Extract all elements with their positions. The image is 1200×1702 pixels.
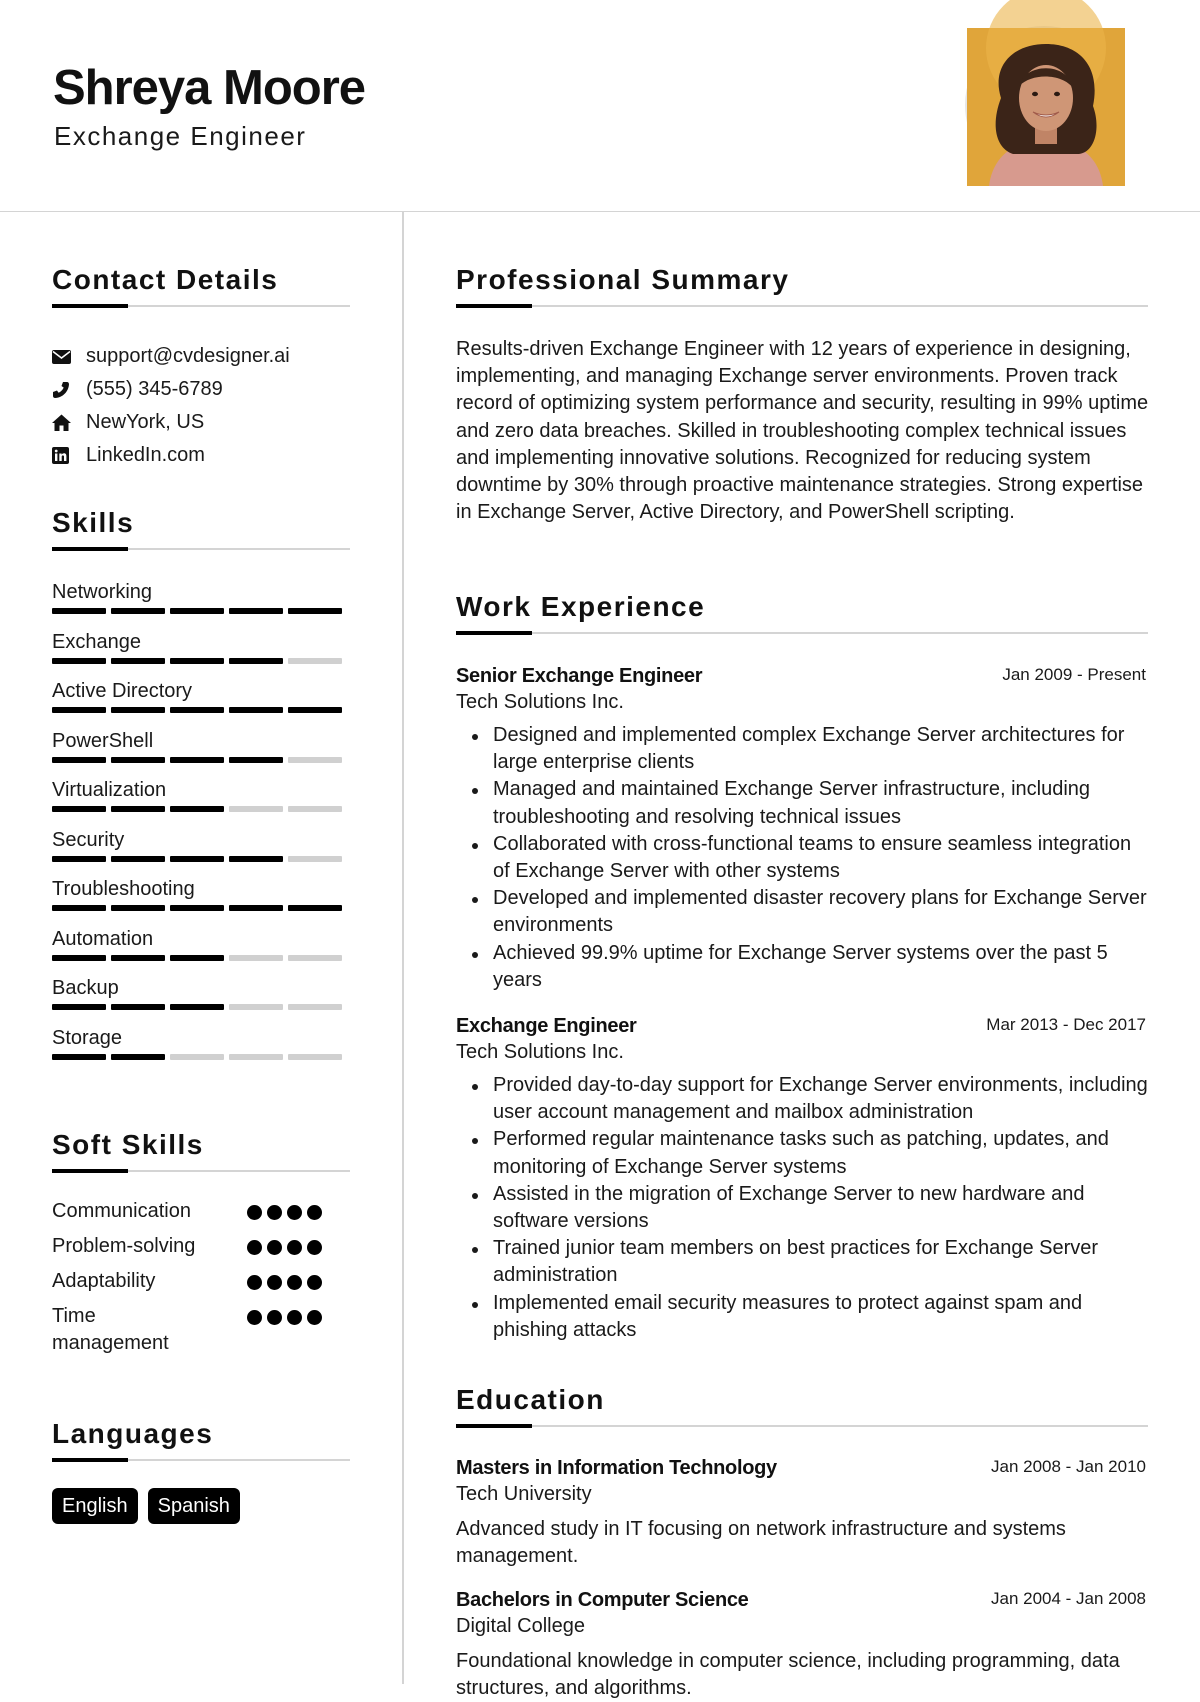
soft-skill-row: [52, 1198, 352, 1233]
education-entry: [456, 1587, 1150, 1702]
rating-dot: [267, 1275, 282, 1290]
skill-level-segment: [111, 1004, 165, 1010]
skill-level-segment: [288, 1054, 342, 1060]
soft-skills-heading: Soft Skills: [52, 1129, 204, 1160]
skill-level-bar: [52, 806, 348, 812]
contact-email-text: support@cvdesigner.ai: [86, 345, 290, 367]
job-bullet: Designed and implemented complex Exchange Server architectures for large enterprise clients: [456, 722, 1150, 776]
job-bullet: Managed and maintained Exchange Server infrastructure, including troubleshooting and resolving technical issues: [456, 776, 1150, 830]
skill-level-segment: [111, 806, 165, 812]
soft-skill-rating: [247, 1240, 322, 1255]
skill-level-segment: [170, 757, 224, 763]
language-tags: [52, 1488, 240, 1524]
rating-dot: [307, 1240, 322, 1255]
skill-level-segment: [170, 658, 224, 664]
job-bullet: Collaborated with cross-functional teams to ensure seamless integration of Exchange Server with other systems: [456, 831, 1150, 885]
education-date: Jan 2004 - Jan 2008: [990, 1589, 1146, 1608]
job-entry: [456, 1013, 1150, 1344]
skill-level-segment: [170, 806, 224, 812]
skill-level-segment: [111, 955, 165, 961]
soft-skill-rating: [247, 1310, 322, 1325]
experience-heading: Work Experience: [456, 591, 706, 622]
skill-row: [52, 976, 348, 1026]
skill-level-segment: [52, 658, 106, 664]
skill-level-segment: [52, 707, 106, 713]
rating-dot: [247, 1310, 262, 1325]
skill-level-segment: [170, 955, 224, 961]
skill-level-bar: [52, 658, 348, 664]
section-rule: [456, 632, 1148, 634]
skill-level-segment: [288, 856, 342, 862]
skill-row: [52, 1026, 348, 1076]
skill-level-segment: [229, 856, 283, 862]
skill-name: Security: [52, 828, 125, 851]
skills-heading: Skills: [52, 507, 135, 538]
education-description: Advanced study in IT focusing on network infrastructure and systems management.: [456, 1518, 1066, 1568]
section-rule: [52, 548, 350, 550]
language-tag: English: [52, 1488, 138, 1524]
skill-level-segment: [52, 1054, 106, 1060]
skill-level-segment: [229, 608, 283, 614]
skill-level-segment: [229, 658, 283, 664]
skill-level-segment: [170, 1004, 224, 1010]
section-rule: [52, 305, 350, 307]
soft-skill-name: Time management: [52, 1305, 169, 1354]
job-date: Jan 2009 - Present: [1002, 665, 1146, 684]
education-description: Foundational knowledge in computer science, including programming, data structures, and algorithms.: [456, 1650, 1120, 1700]
rating-dot: [307, 1275, 322, 1290]
skill-name: Networking: [52, 581, 153, 603]
skills-list: [52, 580, 348, 1075]
skill-level-segment: [52, 955, 106, 961]
skill-row: [52, 828, 348, 878]
skill-level-segment: [288, 707, 342, 713]
job-bullet: Provided day-to-day support for Exchange Server environments, including user account management and mailbox administration: [456, 1072, 1150, 1126]
rating-dot: [267, 1240, 282, 1255]
skill-row: [52, 877, 348, 927]
candidate-name: Shreya Moore: [53, 61, 366, 115]
skill-level-segment: [229, 1054, 283, 1060]
section-rule: [52, 1459, 350, 1461]
skill-level-bar: [52, 1054, 348, 1060]
skill-level-bar: [52, 608, 348, 614]
skill-level-bar: [52, 1004, 348, 1010]
job-date: Mar 2013 - Dec 2017: [986, 1015, 1146, 1034]
soft-skill-row: [52, 1303, 352, 1359]
soft-skill-name: Adaptability: [52, 1270, 156, 1292]
skill-level-bar: [52, 955, 348, 961]
soft-skill-rating: [247, 1275, 322, 1290]
school-name: Digital College: [456, 1615, 585, 1637]
contact-section: [52, 264, 350, 307]
section-rule: [52, 1170, 350, 1172]
envelope-icon: [52, 350, 86, 364]
phone-icon: [52, 381, 86, 399]
contact-location-text: NewYork, US: [86, 411, 205, 433]
education-date: Jan 2008 - Jan 2010: [990, 1457, 1146, 1476]
skill-level-segment: [229, 707, 283, 713]
soft-skill-row: [52, 1268, 352, 1303]
job-bullets: [456, 1072, 1150, 1344]
skill-level-segment: [111, 608, 165, 614]
skill-level-segment: [229, 1004, 283, 1010]
degree-title: Masters in Information Technology: [456, 1457, 777, 1479]
home-icon: [52, 414, 86, 431]
job-bullets: [456, 722, 1150, 994]
experience-section: [456, 591, 1148, 634]
skill-row: [52, 679, 348, 729]
rating-dot: [307, 1205, 322, 1220]
summary-heading: Professional Summary: [456, 264, 790, 295]
skill-level-bar: [52, 856, 348, 862]
skill-level-segment: [288, 955, 342, 961]
soft-skill-name: Problem-solving: [52, 1235, 196, 1257]
skill-name: Exchange: [52, 630, 141, 653]
job-bullet: Achieved 99.9% uptime for Exchange Server systems over the past 5 years: [456, 940, 1150, 994]
skills-section: [52, 507, 350, 550]
skill-level-segment: [52, 608, 106, 614]
section-rule: [456, 1425, 1148, 1427]
rating-dot: [287, 1310, 302, 1325]
languages-heading: Languages: [52, 1418, 214, 1449]
rating-dot: [247, 1240, 262, 1255]
rating-dot: [247, 1205, 262, 1220]
skill-level-segment: [229, 806, 283, 812]
skill-level-segment: [52, 905, 106, 911]
skill-row: [52, 778, 348, 828]
contact-email[interactable]: [52, 340, 290, 373]
skill-row: [52, 630, 348, 680]
skill-name: Storage: [52, 1026, 123, 1049]
skill-level-segment: [288, 608, 342, 614]
skill-level-segment: [288, 905, 342, 911]
contact-list: [52, 340, 290, 472]
job-bullet: Assisted in the migration of Exchange Server to new hardware and software versions: [456, 1181, 1150, 1235]
skill-name: Backup: [52, 977, 119, 999]
linkedin-icon: [52, 447, 86, 464]
skill-name: Active Directory: [52, 680, 193, 702]
summary-text: Results-driven Exchange Engineer with 12 years of experience in designing, implementing, and managing Exchange server environments. Proven track record of optimizing system performance and security, resulting in 99% uptime and zero data breaches. Skilled in troubleshooting complex technical issues and implementing innovative solutions. Recognized for reducing system downtime by 30% through proactive maintenance strategies. Strong expertise in Exchange Server, Active Directory, and PowerShell scripting.: [456, 338, 1149, 524]
skill-level-segment: [52, 856, 106, 862]
contact-linkedin-text: LinkedIn.com: [86, 444, 205, 466]
rating-dot: [267, 1205, 282, 1220]
skill-level-segment: [229, 757, 283, 763]
skill-level-segment: [229, 905, 283, 911]
rating-dot: [287, 1240, 302, 1255]
skill-level-segment: [111, 905, 165, 911]
column-divider: [402, 212, 404, 1684]
soft-skills-section: [52, 1129, 350, 1172]
education-heading: Education: [456, 1384, 605, 1415]
education-section: [456, 1384, 1148, 1427]
summary-section: [456, 264, 1148, 307]
skill-level-segment: [52, 1004, 106, 1010]
skill-name: Virtualization: [52, 779, 167, 801]
skill-level-segment: [288, 1004, 342, 1010]
skill-name: Troubleshooting: [52, 878, 195, 900]
contact-location: [52, 406, 290, 439]
rating-dot: [267, 1310, 282, 1325]
skill-row: [52, 729, 348, 779]
section-rule: [456, 305, 1148, 307]
skill-level-segment: [170, 856, 224, 862]
skill-level-bar: [52, 757, 348, 763]
skill-level-segment: [170, 707, 224, 713]
rating-dot: [307, 1310, 322, 1325]
job-company: Tech Solutions Inc.: [456, 1041, 624, 1063]
degree-title: Bachelors in Computer Science: [456, 1589, 749, 1611]
candidate-title: Exchange Engineer: [54, 121, 307, 151]
skill-level-segment: [288, 806, 342, 812]
rating-dot: [247, 1275, 262, 1290]
education-entry: [456, 1455, 1150, 1570]
contact-phone[interactable]: [52, 373, 290, 406]
skill-level-segment: [170, 1054, 224, 1060]
skill-level-segment: [52, 757, 106, 763]
job-company: Tech Solutions Inc.: [456, 691, 624, 713]
rating-dot: [287, 1275, 302, 1290]
job-bullet: Implemented email security measures to protect against spam and phishing attacks: [456, 1290, 1150, 1344]
skill-level-segment: [111, 757, 165, 763]
contact-linkedin[interactable]: [52, 439, 290, 472]
job-bullet: Performed regular maintenance tasks such as patching, updates, and monitoring of Exchange Server systems: [456, 1126, 1150, 1180]
soft-skills-list: [52, 1198, 352, 1359]
skill-level-segment: [111, 658, 165, 664]
skill-level-segment: [170, 608, 224, 614]
job-title: Senior Exchange Engineer: [456, 665, 703, 687]
contact-phone-text: (555) 345-6789: [86, 378, 223, 400]
skill-row: [52, 580, 348, 630]
skill-level-segment: [170, 905, 224, 911]
skill-level-segment: [288, 757, 342, 763]
skill-level-segment: [229, 955, 283, 961]
skill-row: [52, 927, 348, 977]
job-title: Exchange Engineer: [456, 1015, 637, 1037]
skill-level-segment: [111, 856, 165, 862]
skill-level-segment: [52, 806, 106, 812]
skill-level-segment: [111, 1054, 165, 1060]
soft-skill-rating: [247, 1205, 322, 1220]
languages-section: [52, 1418, 350, 1461]
soft-skill-row: [52, 1233, 352, 1268]
contact-heading: Contact Details: [52, 264, 279, 295]
skill-name: PowerShell: [52, 729, 154, 752]
skill-level-bar: [52, 707, 348, 713]
school-name: Tech University: [456, 1483, 592, 1505]
resume-header: [0, 0, 1200, 212]
language-tag: Spanish: [148, 1488, 240, 1524]
job-bullet: Trained junior team members on best practices for Exchange Server administration: [456, 1235, 1150, 1289]
skill-level-segment: [111, 707, 165, 713]
rating-dot: [287, 1205, 302, 1220]
skill-level-bar: [52, 905, 348, 911]
avatar: [965, 26, 1123, 184]
job-bullet: Developed and implemented disaster recovery plans for Exchange Server environments: [456, 885, 1150, 939]
job-entry: [456, 663, 1150, 994]
skill-level-segment: [288, 658, 342, 664]
soft-skill-name: Communication: [52, 1200, 191, 1222]
skill-name: Automation: [52, 927, 154, 950]
